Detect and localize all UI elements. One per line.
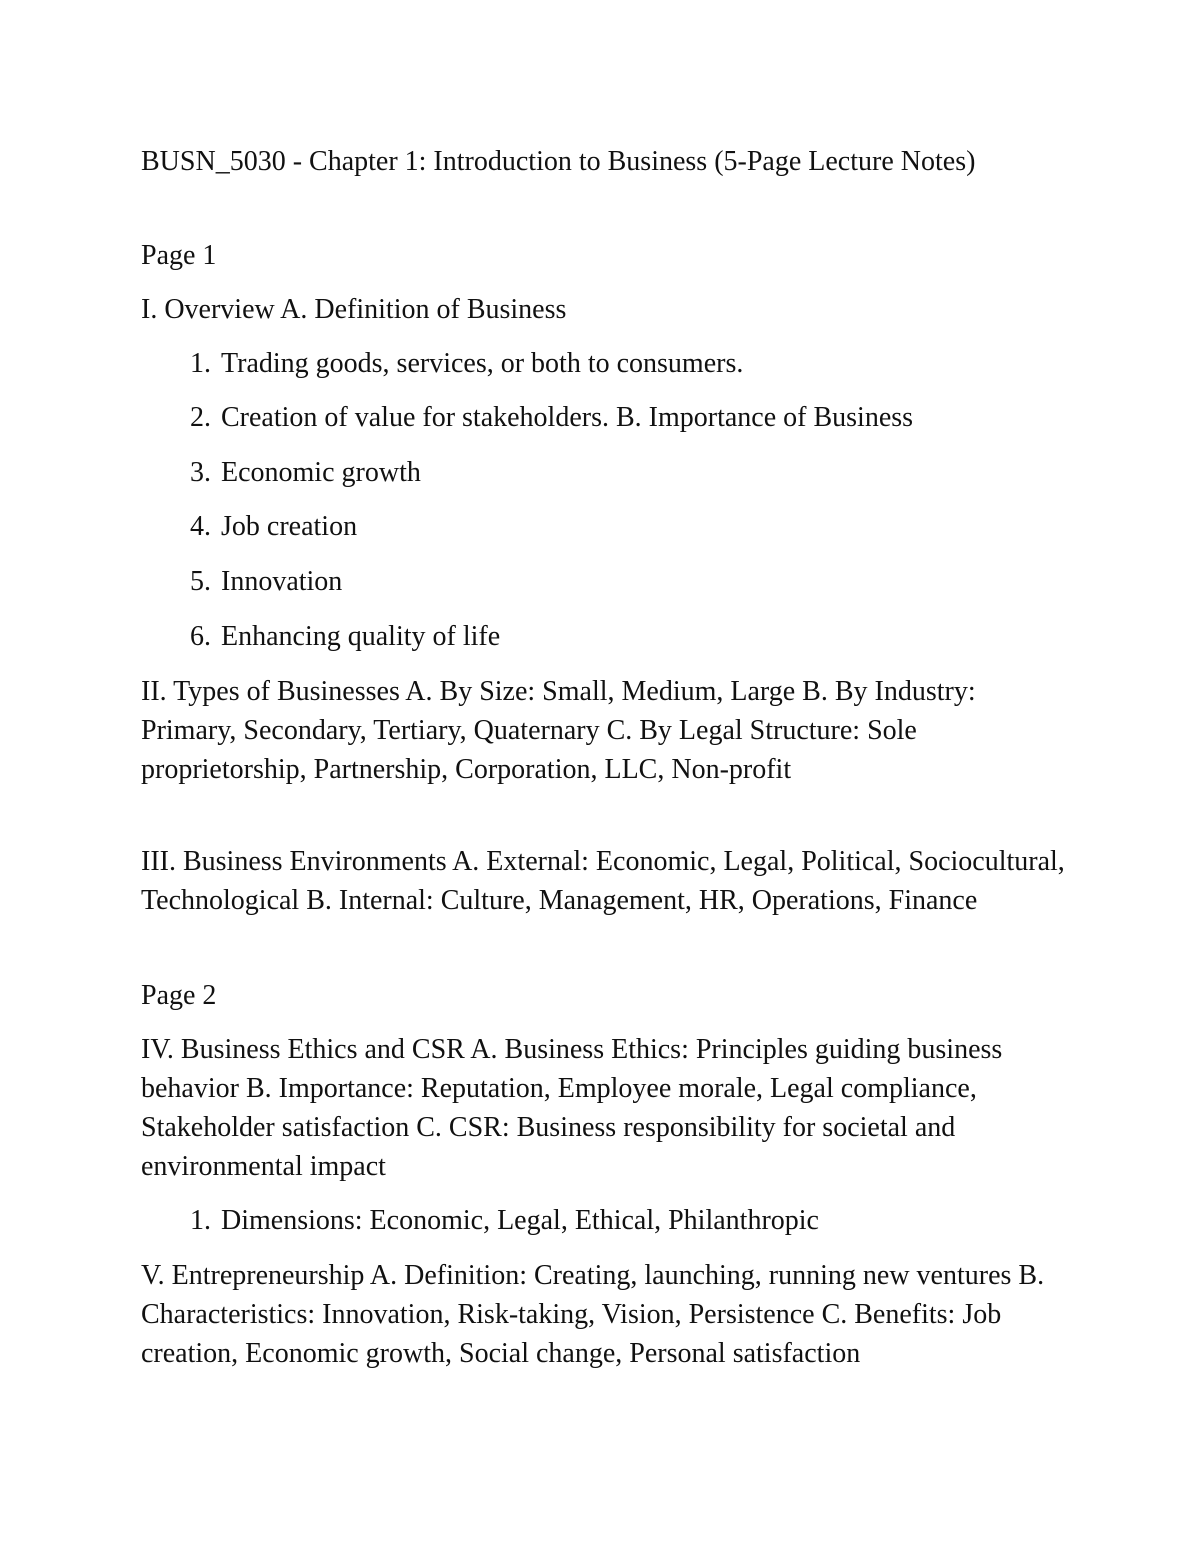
document-title: BUSN_5030 - Chapter 1: Introduction to Business (5-Page Lecture Notes) <box>141 146 976 177</box>
section-5-paragraph: V. Entrepreneurship A. Definition: Creating, launching, running new ventures B. Characteristics: Innovation, Risk-taking, Vision, Persistence C. Benefits: Job creation, Economic growth, Social change, Personal satisfaction <box>141 1260 1045 1369</box>
section-1-heading: I. Overview A. Definition of Business <box>141 294 567 325</box>
list-item <box>141 507 1066 546</box>
list-item-text: Trading goods, services, or both to consumers. <box>221 348 744 379</box>
list-item-number: 2. <box>190 402 211 433</box>
list-item <box>141 562 1066 601</box>
list-item-number: 1. <box>190 348 211 379</box>
page-1-label: Page 1 <box>141 240 217 271</box>
list-item-number: 3. <box>190 457 211 488</box>
page-2-label: Page 2 <box>141 980 217 1011</box>
list-item-number: 5. <box>190 566 211 597</box>
list-item-number: 6. <box>190 621 211 652</box>
list-item-text: Innovation <box>221 566 343 597</box>
list-item-text: Creation of value for stakeholders. B. Importance of Business <box>221 402 914 433</box>
section-3-paragraph: III. Business Environments A. External: Economic, Legal, Political, Sociocultural, Technological B. Internal: Culture, Management, HR, Operations, Finance <box>141 846 1065 916</box>
list-item <box>141 453 1066 492</box>
section-4-paragraph: IV. Business Ethics and CSR A. Business Ethics: Principles guiding business behavior B. Importance: Reputation, Employee morale, Legal compliance, Stakeholder satisfaction C. CSR: Business responsibility for societal and environmental impact <box>141 1034 1003 1182</box>
list-item-text: Economic growth <box>221 457 421 488</box>
list-item-number: 1. <box>190 1205 211 1236</box>
list-item <box>141 617 1066 656</box>
list-item-text: Dimensions: Economic, Legal, Ethical, Philanthropic <box>221 1205 819 1236</box>
list-item-text: Enhancing quality of life <box>221 621 501 652</box>
list-item <box>141 344 1066 383</box>
section-2-paragraph: II. Types of Businesses A. By Size: Small, Medium, Large B. By Industry: Primary, Secondary, Tertiary, Quaternary C. By Legal Structure: Sole proprietorship, Partnership, Corporation, LLC, Non-profit <box>141 676 976 785</box>
list-item-text: Job creation <box>221 511 358 542</box>
list-item <box>141 1201 1066 1240</box>
list-item <box>141 398 1066 437</box>
list-item-number: 4. <box>190 511 211 542</box>
